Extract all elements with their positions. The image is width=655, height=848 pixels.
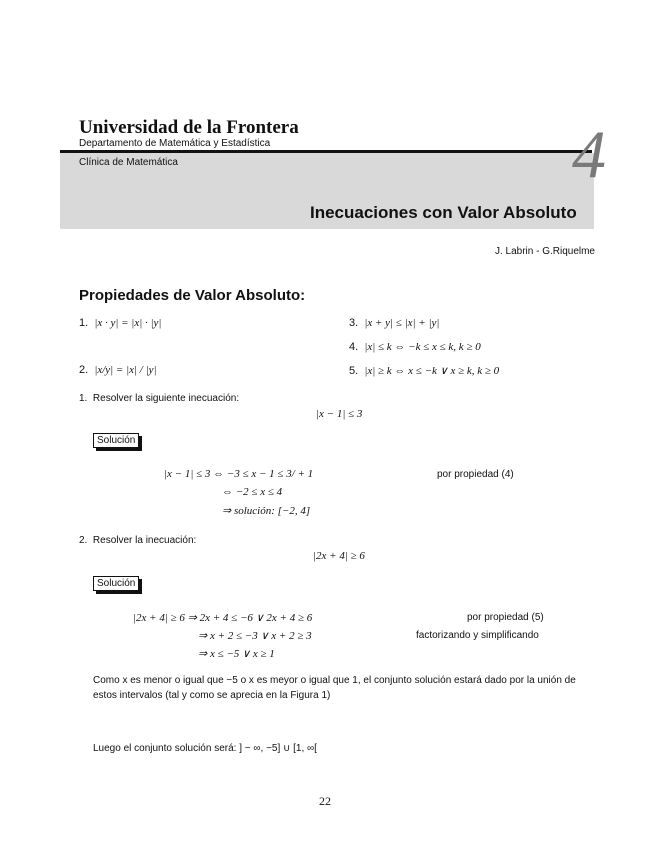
- property-number: 5.: [349, 365, 359, 377]
- conclusion: Luego el conjunto solución será: ] − ∞, −5] ∪ [1, ∞[: [93, 743, 317, 754]
- exercise-1-note: por propiedad (4): [437, 469, 514, 480]
- exercise-text: Resolver la inecuación:: [92, 535, 197, 546]
- solution-label-2: Solución: [93, 576, 139, 591]
- document-title: Inecuaciones con Valor Absoluto: [310, 203, 577, 222]
- property-5: [349, 364, 499, 377]
- exercise-1-step-3: ⇒ solución: [−2, 4]: [222, 505, 311, 517]
- exercise-2-inequality: |2x + 4| ≥ 6: [313, 550, 365, 562]
- chapter-number: 4: [572, 116, 606, 192]
- explanation-paragraph: Como x es menor o igual que −5 o x es meyor o igual que 1, el conjunto solución estará dado por la unión de estos intervalos (tal y como se aprecia en la Figura 1): [93, 675, 576, 701]
- property-number: 3.: [349, 317, 359, 329]
- department-name: Departamento de Matemática y Estadística: [79, 138, 271, 149]
- property-formula: |x/y| = |x| / |y|: [94, 364, 157, 376]
- property-number: 4.: [349, 341, 359, 353]
- properties-heading: Propiedades de Valor Absoluto:: [79, 287, 306, 304]
- property-1: [79, 317, 161, 329]
- exercise-text: Resolver la siguiente inecuación:: [92, 393, 240, 404]
- clinic-name: Clínica de Matemática: [79, 157, 178, 168]
- exercise-2-step-2: ⇒ x + 2 ≤ −3 ∨ x + 2 ≥ 3: [198, 630, 312, 642]
- exercise-1-inequality: |x − 1| ≤ 3: [316, 408, 363, 420]
- property-number: 1.: [79, 317, 89, 329]
- exercise-number: 1.: [79, 393, 88, 404]
- property-4: [349, 341, 481, 353]
- exercise-number: 2.: [79, 535, 88, 546]
- exercise-2-step-1: |2x + 4| ≥ 6 ⇒ 2x + 4 ≤ −6 ∨ 2x + 4 ≥ 6: [133, 612, 313, 624]
- solution-label-1: Solución: [93, 433, 139, 448]
- exercise-1-prompt: [79, 393, 239, 404]
- exercise-2-note-1: por propiedad (5): [467, 612, 544, 623]
- university-title: Universidad de la Frontera: [79, 117, 299, 138]
- property-formula: |x| ≥ k ⇔ x ≤ −k ∨ x ≥ k, k ≥ 0: [364, 365, 500, 377]
- exercise-2-note-2: factorizando y simplificando: [416, 630, 539, 641]
- exercise-2-prompt: [79, 535, 196, 546]
- property-number: 2.: [79, 364, 89, 376]
- property-2: [79, 364, 157, 376]
- property-formula: |x + y| ≤ |x| + |y|: [364, 317, 440, 329]
- authors: J. Labrin - G.Riquelme: [494, 246, 595, 257]
- exercise-1-step-1: |x − 1| ≤ 3 ⇔ −3 ≤ x − 1 ≤ 3/ + 1: [164, 468, 314, 480]
- exercise-1-step-2: ⇔ −2 ≤ x ≤ 4: [222, 486, 283, 498]
- page-number: 22: [319, 794, 331, 808]
- header-rule: [60, 150, 592, 153]
- property-formula: |x| ≤ k ⇔ −k ≤ x ≤ k, k ≥ 0: [364, 341, 481, 353]
- property-formula: |x · y| = |x| · |y|: [94, 317, 162, 329]
- exercise-2-step-3: ⇒ x ≤ −5 ∨ x ≥ 1: [198, 648, 275, 660]
- property-3: [349, 317, 439, 329]
